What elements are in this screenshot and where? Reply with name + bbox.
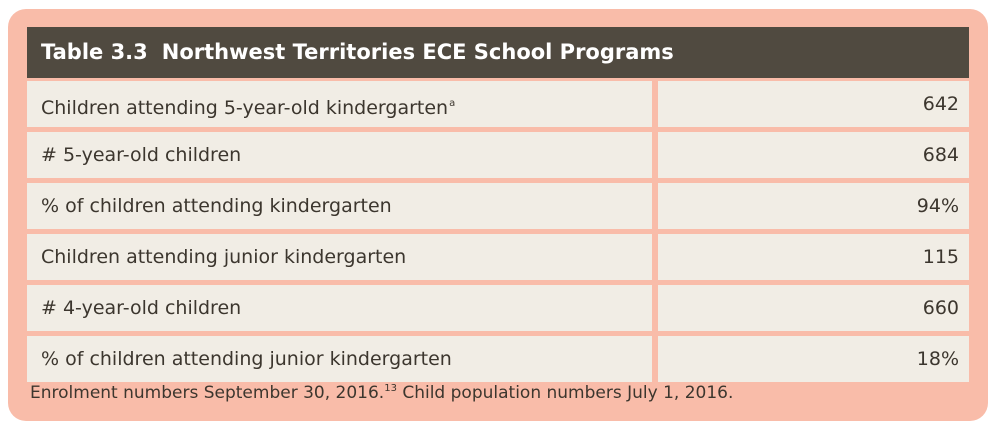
row-label: % of children attending kindergarten [41, 195, 392, 217]
table-title: Northwest Territories ECE School Programs [161, 40, 674, 64]
row-value: 684 [658, 132, 969, 178]
footnote-text: Enrolment numbers September 30, 2016. [30, 383, 385, 403]
row-label-cell [27, 81, 652, 127]
row-label: # 4-year-old children [41, 297, 242, 319]
table-row [27, 234, 969, 280]
row-label: Children attending 5-year-old kindergarten [41, 97, 449, 119]
row-value: 18% [658, 336, 969, 382]
row-value: 115 [658, 234, 969, 280]
table-row [27, 183, 969, 229]
footnote-text-2: Child population numbers July 1, 2016. [396, 383, 734, 403]
table-row [27, 336, 969, 382]
row-label-cell [27, 132, 652, 178]
table-title-bar [27, 27, 969, 78]
row-label-cell [27, 183, 652, 229]
table-row [27, 81, 969, 127]
table-frame [8, 9, 988, 421]
row-label-cell [27, 285, 652, 331]
row-value: 94% [658, 183, 969, 229]
table-row [27, 132, 969, 178]
row-label-cell [27, 234, 652, 280]
table-row [27, 285, 969, 331]
row-label: % of children attending junior kindergarten [41, 348, 452, 370]
table-number: Table 3.3 [41, 40, 148, 64]
table-footnote [30, 383, 733, 403]
row-value: 660 [658, 285, 969, 331]
row-value: 642 [658, 81, 969, 127]
footnote-reference: 13 [384, 383, 397, 394]
row-label: Children attending junior kindergarten [41, 246, 407, 268]
row-label: # 5-year-old children [41, 144, 242, 166]
footnote-marker: a [449, 98, 456, 109]
row-label-cell [27, 336, 652, 382]
